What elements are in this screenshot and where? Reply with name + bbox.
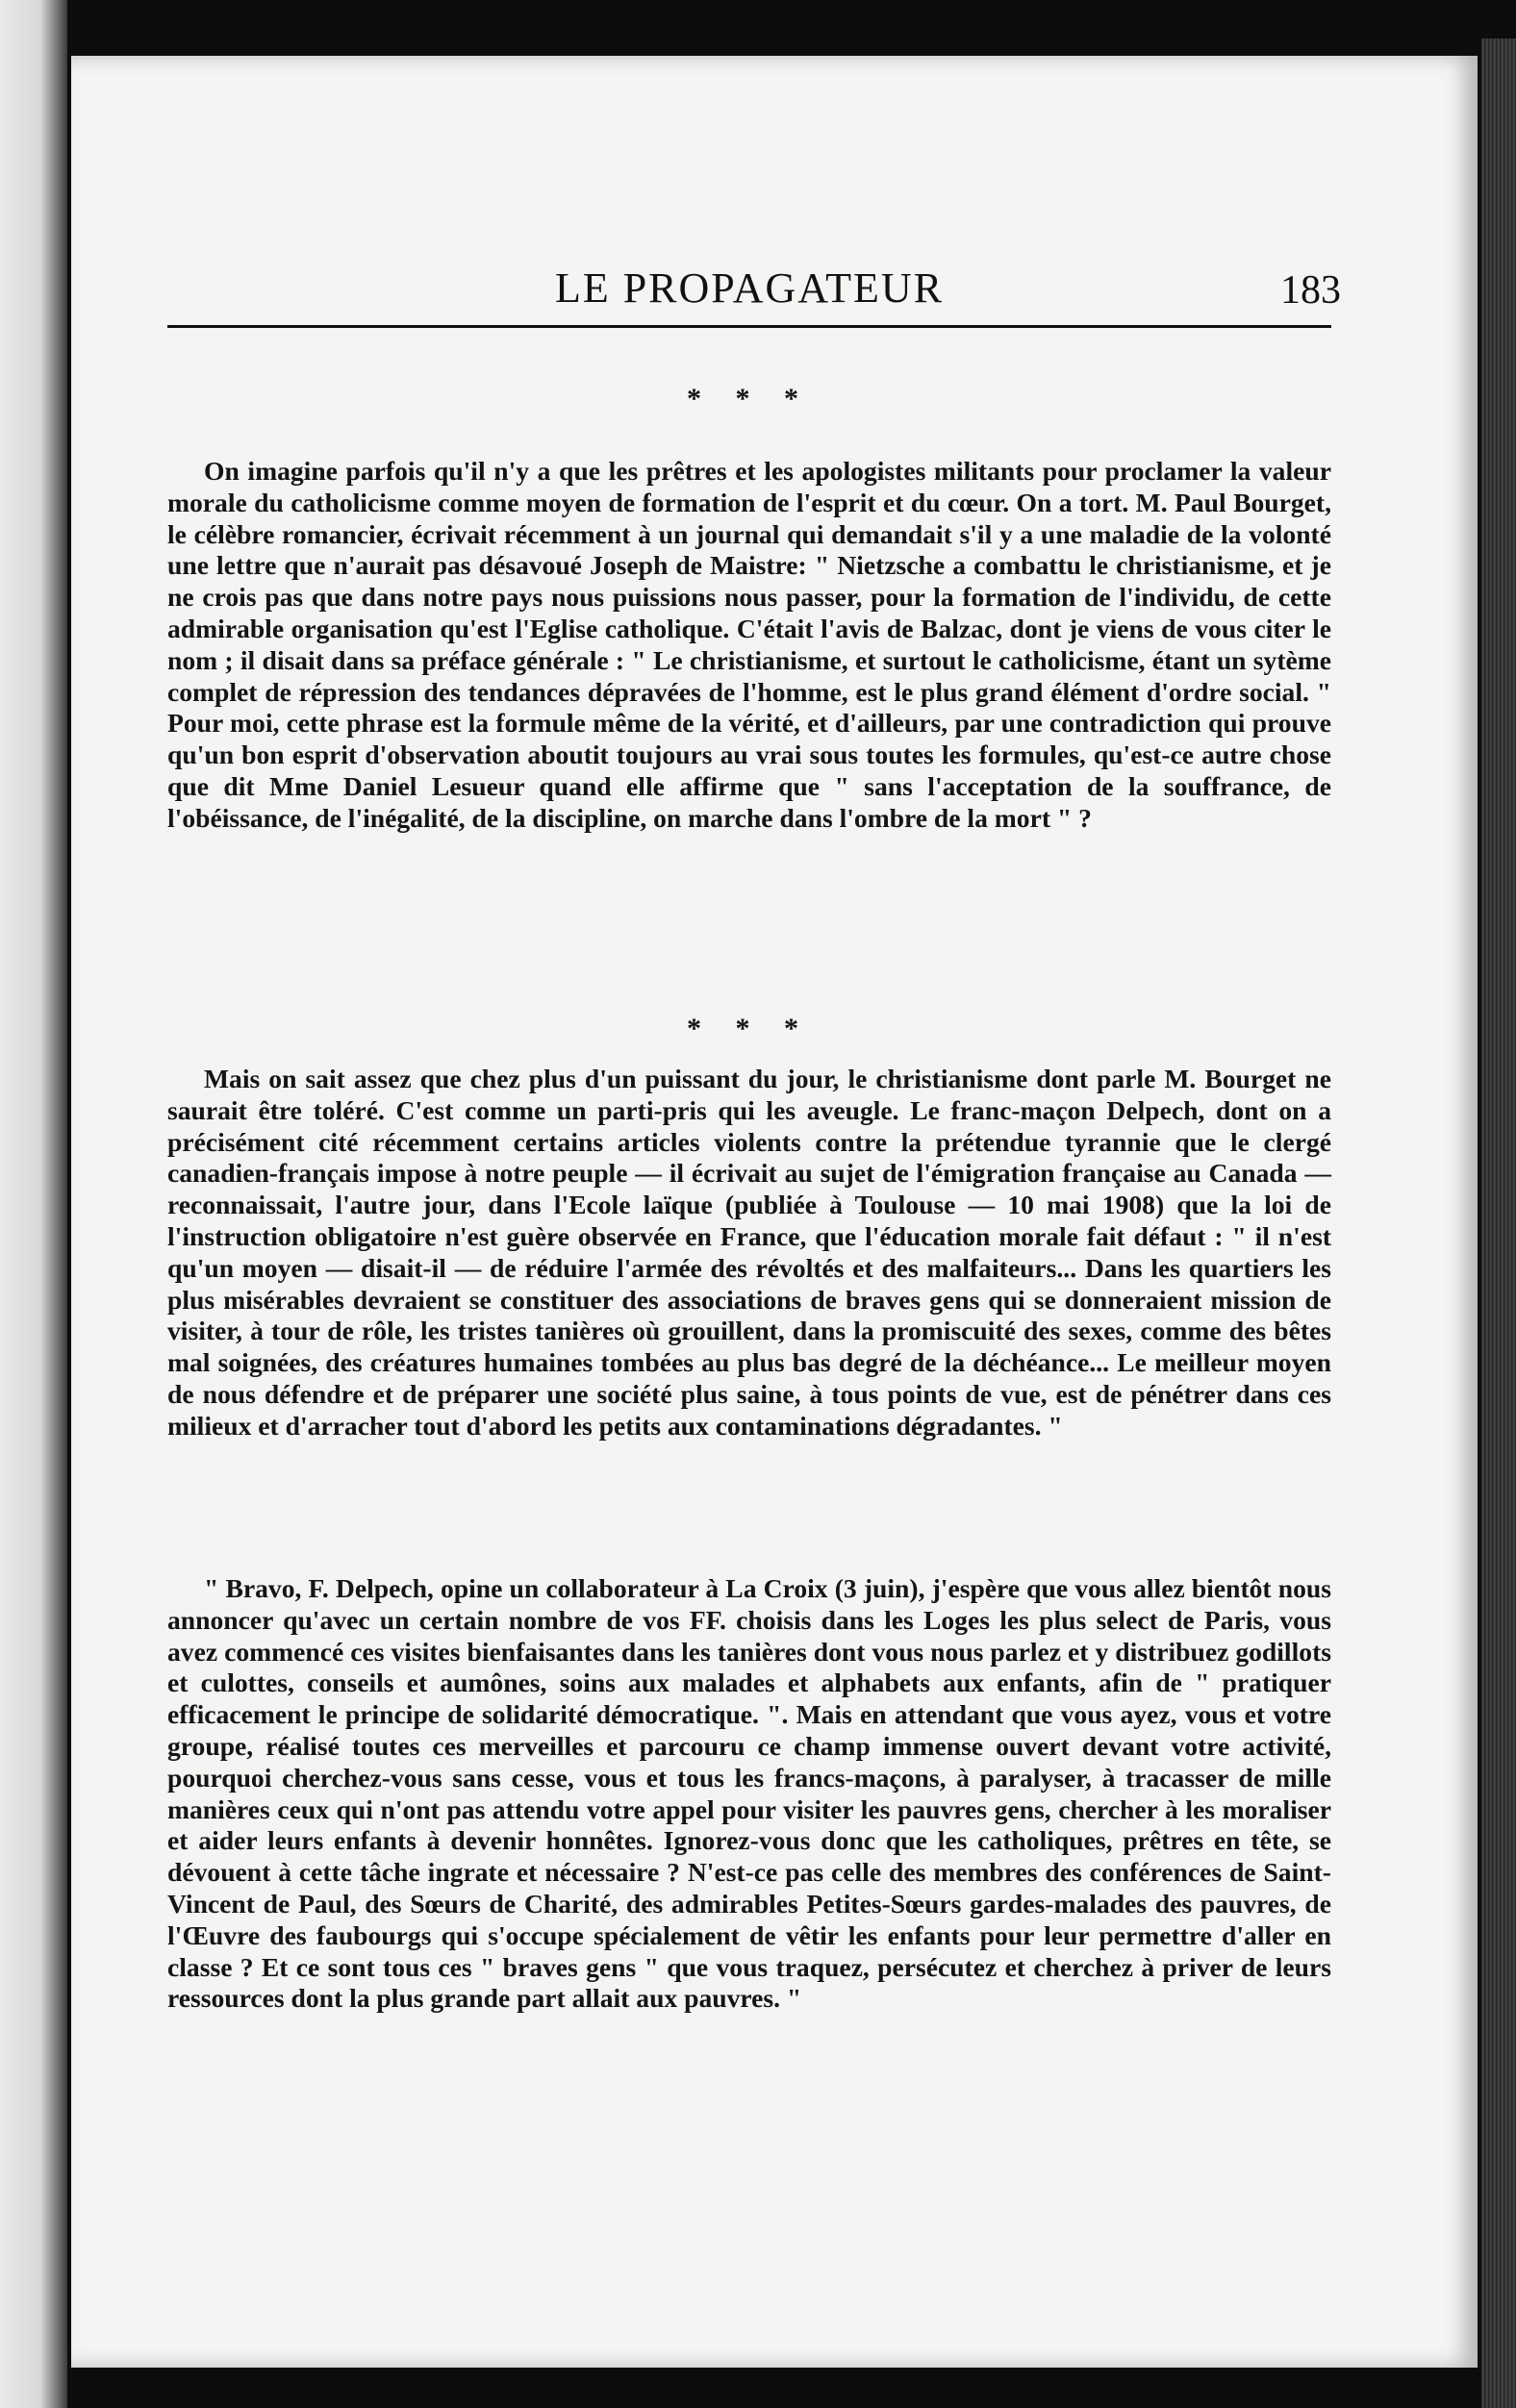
- page-number: 183: [1280, 268, 1341, 313]
- header-rule: [167, 325, 1331, 328]
- book-page-edges: [1481, 38, 1516, 2408]
- paragraph-2: Mais on sait assez que chez plus d'un puissant du jour, le christianisme dont parle M. Bourget ne saurait être toléré. C'est comme un parti-pris qui les aveugle. Le franc-maçon Delpech, dont on a précisément cité récemment certains articles violents contre la prétendue tyrannie que le clergé canadien-français impose à notre peuple — il écrivait au sujet de l'émigration française au Canada — reconnaissait, l'autre jour, dans l'Ecole laïque (publiée à Toulouse — 10 mai 1908) que la loi de l'instruction obligatoire n'est guère observée en France, que l'éducation morale fait défaut : " il n'est qu'un moyen — disait-il — de réduire l'armée des révoltés et des malfaiteurs... Dans les quartiers les plus misérables devraient se constituer des associations de braves gens qui se donneraient mission de visiter, à tour de rôle, les tristes tanières où grouillent, dans la promiscuité des sexes, comme des bêtes mal soignées, des créatures humaines tombées au plus bas degré de la déchéance... Le meilleur moyen de nous défendre et de préparer une société plus saine, à tous points de vue, est de pénétrer dans ces milieux et d'arracher tout d'abord les petits aux contaminations dégradantes. ": [167, 1064, 1331, 1441]
- paragraph-3: " Bravo, F. Delpech, opine un collaborateur à La Croix (3 juin), j'espère que vous allez bientôt nous annoncer qu'avec un certain nombre de vos FF. choisis dans les Loges les plus select de Paris, vous avez commencé ces visites bienfaisantes dans les tanières dont vous nous parlez et y distribuez godillots et culottes, conseils et aumônes, soins aux malades et alphabets aux enfants, afin de " pratiquer efficacement le principe de solidarité démocratique. ". Mais en attendant que vous ayez, vous et votre groupe, réalisé toutes ces merveilles et parcouru ce champ immense ouvert devant votre activité, pourquoi cherchez-vous sans cesse, vous et tous les francs-maçons, à paralyser, à tracasser de mille manières ceux qui n'ont pas attendu votre appel pour visiter les pauvres gens, chercher à les moraliser et aider leurs enfants à devenir honnêtes. Ignorez-vous donc que les catholiques, prêtres en tête, se dévouent à cette tâche ingrate et nécessaire ? N'est-ce pas celle des membres des conférences de Saint-Vincent de Paul, des Sœurs de Charité, des admirables Petites-Sœurs gardes-malades des pauvres, de l'Œuvre des faubourgs qui s'occupe spécialement de vêtir les enfants pour leur permettre d'aller en classe ? Et ce sont tous ces " braves gens " que vous traquez, persécutez et cherchez à priver de leurs ressources dont la plus grande part allait aux pauvres. ": [167, 1573, 1331, 2014]
- section-separator: * * *: [687, 383, 812, 414]
- running-title: LE PROPAGATEUR: [554, 264, 945, 312]
- book-page: [71, 56, 1478, 2368]
- adjacent-page-edge: [0, 0, 67, 2408]
- paragraph-1: On imagine parfois qu'il n'y a que les prêtres et les apologistes militants pour proclamer la valeur morale du catholicisme comme moyen de formation de l'esprit et du cœur. On a tort. M. Paul Bourget, le célèbre romancier, écrivait récemment à un journal qui demandait s'il y a une maladie de la volonté une lettre que n'aurait pas désavoué Joseph de Maistre: " Nietzsche a combattu le christianisme, et je ne crois pas que dans notre pays nous puissions nous passer, pour la formation de l'individu, de cette admirable organisation qu'est l'Eglise catholique. C'était l'avis de Balzac, dont je viens de vous citer le nom ; il disait dans sa préface générale : " Le christianisme, et surtout le catholicisme, étant un sytème complet de répression des tendances dépravées de l'homme, est le plus grand élément d'ordre social. " Pour moi, cette phrase est la formule même de la vérité, et d'ailleurs, par une contradiction qui prouve qu'un bon esprit d'observation aboutit toujours au vrai sous toutes les formules, qu'est-ce autre chose que dit Mme Daniel Lesueur quand elle affirme que " sans l'acceptation de la souffrance, de l'obéissance, de l'inégalité, de la discipline, on marche dans l'ombre de la mort " ?: [167, 456, 1331, 833]
- page-header: [167, 200, 1341, 325]
- section-separator: * * *: [687, 1013, 812, 1044]
